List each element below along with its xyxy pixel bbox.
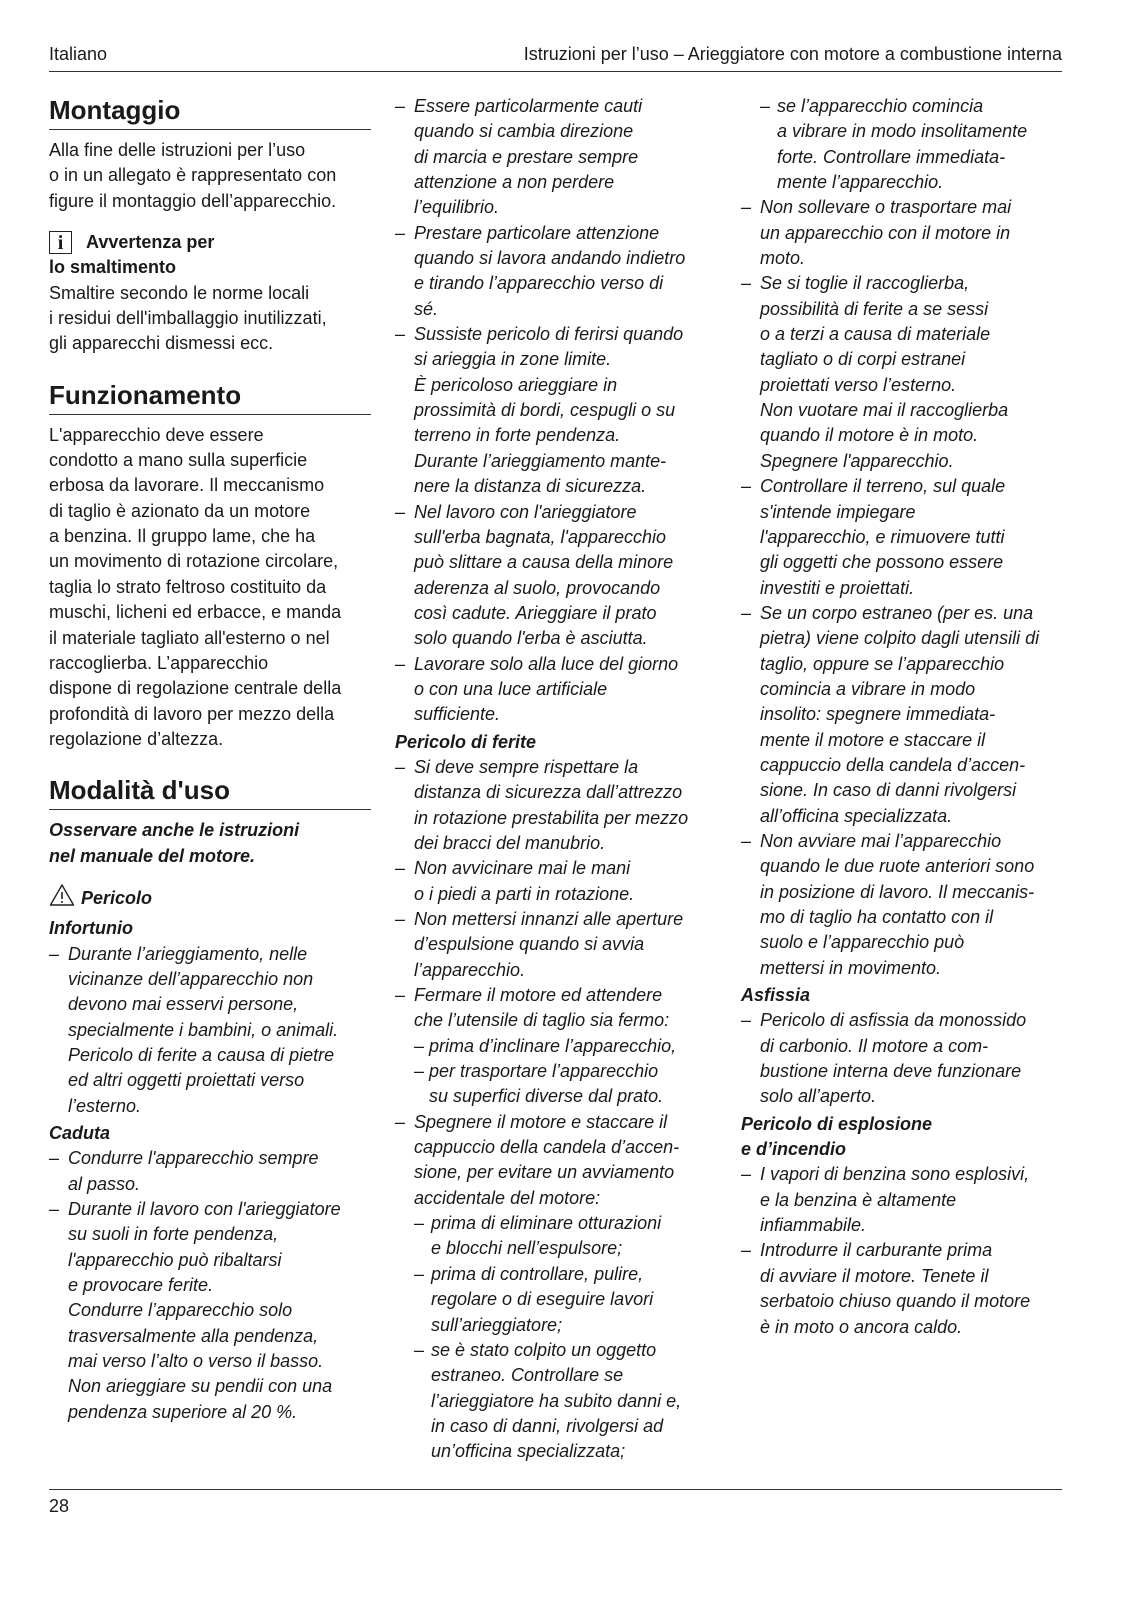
text-line: muschi, licheni ed erbacce, e manda: [49, 602, 342, 623]
text-line: sull’arieggiatore;: [431, 1314, 563, 1335]
text-line: mente l’apparecchio.: [777, 172, 944, 193]
text-line: Non sollevare o trasportare mai: [760, 197, 1012, 218]
list-item: [395, 652, 717, 728]
paragraph: [49, 423, 371, 752]
text-line: quando si lavora andando indietro: [414, 248, 686, 269]
dash-bullet: –: [741, 602, 752, 623]
text-line: aderenza al suolo, provocando: [414, 577, 661, 598]
text-line: insolito: spegnere immediata-: [760, 704, 996, 725]
dash-bullet: –: [414, 1263, 425, 1284]
text-line: proiettati verso l’esterno.: [760, 374, 957, 395]
dash-bullet: –: [395, 858, 406, 879]
text-line: devono mai esservi persone,: [68, 994, 299, 1015]
text-line: accidentale del motore:: [414, 1187, 601, 1208]
list-item: [741, 829, 1063, 981]
info-icon: i: [49, 231, 72, 254]
text-line: a benzina. Il gruppo lame, che ha: [49, 526, 316, 547]
text-line: l’arieggiatore ha subito danni e,: [431, 1390, 682, 1411]
text-line: Osservare anche le istruzioni: [49, 820, 300, 841]
list-item: [395, 1110, 717, 1211]
text-line: prima di eliminare otturazioni: [431, 1213, 662, 1234]
text-line: Controllare il terreno, sul quale: [760, 476, 1006, 497]
text-line: sione. In caso di danni rivolgersi: [760, 780, 1017, 801]
sub-list-item: [395, 1338, 717, 1465]
text-line: Lavorare solo alla luce del giorno: [414, 653, 679, 674]
list-item: [395, 500, 717, 652]
text-line: un’officina specializzata;: [431, 1441, 626, 1462]
text-line: un movimento di rotazione circolare,: [49, 551, 339, 572]
text-line: specialmente i bambini, o animali.: [68, 1019, 339, 1040]
list-item: [49, 1197, 371, 1425]
text-line: mettersi in movimento.: [760, 957, 942, 978]
text-line: a vibrare in modo insolitamente: [777, 121, 1028, 142]
text-line: e la benzina è altamente: [760, 1189, 957, 1210]
text-line: attenzione a non perdere: [414, 172, 615, 193]
dash-bullet: –: [49, 943, 60, 964]
dash-bullet: –: [741, 1164, 752, 1185]
dash-bullet: –: [395, 96, 406, 116]
sub-list-item: [741, 94, 1063, 195]
text-line: Avvertenza per: [86, 232, 215, 253]
text-line: su suoli in forte pendenza,: [68, 1224, 279, 1245]
section-heading: Funzionamento: [49, 379, 371, 415]
text-line: l’esterno.: [68, 1095, 142, 1116]
text-line: mai verso l’alto o verso il basso.: [68, 1351, 324, 1372]
subheading: [395, 730, 717, 755]
dash-bullet: –: [741, 830, 752, 851]
text-line: prossimità di bordi, cespugli o su: [414, 400, 676, 421]
text-line: che l’utensile di taglio sia fermo:: [414, 1010, 670, 1031]
text-line: Pericolo di esplosione: [741, 1113, 933, 1134]
text-line: su superfici diverse dal prato.: [429, 1086, 664, 1107]
text-line: È pericoloso arieggiare in: [414, 374, 618, 395]
text-line: in caso di danni, rivolgersi ad: [431, 1415, 664, 1436]
text-line: ed altri oggetti proiettati verso: [68, 1070, 305, 1091]
subheading: [49, 1121, 371, 1146]
text-line: sé.: [414, 298, 439, 319]
text-line: erbosa da lavorare. Il meccanismo: [49, 475, 325, 496]
text-line: o in un allegato è rappresentato con: [49, 165, 337, 186]
text-line: Condurre l’apparecchio solo: [68, 1300, 293, 1321]
text-line: quando si cambia direzione: [414, 121, 634, 142]
text-line: Non vuotare mai il raccoglierba: [760, 400, 1009, 421]
text-line: di carbonio. Il motore a com-: [760, 1035, 989, 1056]
dash-bullet: –: [741, 476, 752, 497]
text-line: lo smaltimento: [49, 257, 177, 278]
list-item: [741, 1008, 1063, 1109]
dash-bullet: –: [395, 909, 406, 929]
text-line: pendenza superiore al 20 %.: [68, 1401, 298, 1422]
paragraph: [49, 138, 371, 214]
dash-bullet: –: [760, 96, 771, 116]
subheading: [741, 1112, 1063, 1163]
text-line: pietra) viene colpito dagli utensili di: [760, 628, 1040, 649]
text-line: l’apparecchio.: [414, 959, 526, 980]
column-3: [741, 94, 1063, 1340]
text-line: trasversalmente alla pendenza,: [68, 1325, 319, 1346]
text-line: terreno in forte pendenza.: [414, 425, 621, 446]
text-line: d’espulsione quando si avvia: [414, 934, 645, 955]
text-line: Non mettersi innanzi alle aperture: [414, 909, 684, 929]
text-line: regolazione d’altezza.: [49, 728, 224, 749]
dash-bullet: –: [741, 1010, 752, 1031]
text-line: Non avviare mai l’apparecchio: [760, 830, 1002, 851]
dash-bullet: –: [414, 1061, 425, 1082]
text-line: un apparecchio con il motore in: [760, 222, 1011, 243]
column-1: [49, 94, 371, 1425]
text-line: Durante il lavoro con l'arieggiatore: [68, 1199, 341, 1220]
paragraph: [49, 818, 371, 869]
dash-bullet: –: [414, 1339, 425, 1360]
text-line: condotto a mano sulla superficie: [49, 450, 308, 471]
text-line: si arieggia in zone limite.: [414, 349, 612, 370]
text-line: investiti e proiettati.: [760, 577, 915, 598]
danger-notice: [49, 883, 371, 914]
subheading: [49, 916, 371, 941]
text-line: i residui dell'imballaggio inutilizzati,: [49, 308, 327, 329]
dash-bullet: –: [395, 985, 406, 1006]
text-line: di marcia e prestare sempre: [414, 146, 639, 167]
text-line: serbatoio chiuso quando il motore: [760, 1291, 1031, 1312]
dash-bullet: –: [741, 197, 752, 218]
text-line: prima d’inclinare l’apparecchio,: [429, 1035, 677, 1056]
text-line: s'intende impiegare: [760, 501, 916, 522]
text-line: l’equilibrio.: [414, 197, 500, 218]
page-footer: [49, 1489, 1062, 1517]
text-line: possibilità di ferite a se sessi: [760, 298, 989, 319]
page-header: [49, 44, 1062, 72]
text-line: dispone di regolazione centrale della: [49, 678, 342, 699]
text-line: Pericolo di ferite: [395, 731, 537, 752]
text-line: o con una luce artificiale: [414, 678, 608, 699]
text-line: l'apparecchio, e rimuovere tutti: [760, 526, 1005, 547]
text-line: può slittare a causa della minore: [414, 552, 674, 573]
dash-bullet: –: [395, 324, 406, 345]
text-line: di avviare il motore. Tenete il: [760, 1265, 989, 1286]
text-line: cappuccio della candela d’accen-: [760, 754, 1026, 775]
text-line: taglia lo strato feltroso costituito da: [49, 576, 327, 597]
list-item: [741, 1162, 1063, 1238]
list-item: [741, 601, 1063, 829]
dash-bullet: –: [395, 756, 406, 777]
text-line: Condurre l'apparecchio sempre: [68, 1148, 319, 1169]
list-item: [395, 221, 717, 322]
dash-bullet: –: [395, 653, 406, 674]
dash-bullet: –: [49, 1148, 60, 1169]
text-line: sufficiente.: [414, 704, 501, 725]
text-line: Essere particolarmente cauti: [414, 96, 643, 116]
notice-title: [49, 230, 371, 255]
text-line: Fermare il motore ed attendere: [414, 985, 663, 1006]
text-line: Se si toglie il raccoglierba,: [760, 273, 970, 294]
text-line: mo di taglio ha contatto con il: [760, 907, 994, 927]
text-line: taglio, oppure se l’apparecchio: [760, 653, 1005, 674]
list-item: [741, 195, 1063, 271]
text-line: nere la distanza di sicurezza.: [414, 476, 647, 497]
text-line: Spegnere l'apparecchio.: [760, 450, 954, 471]
text-line: Alla fine delle istruzioni per l’uso: [49, 140, 306, 160]
text-line: quando le due ruote anteriori sono: [760, 856, 1035, 877]
text-line: è in moto o ancora caldo.: [760, 1316, 963, 1337]
text-line: distanza di sicurezza dall’attrezzo: [414, 782, 683, 803]
dash-bullet: –: [395, 501, 406, 522]
list-item: [395, 907, 717, 983]
list-item: [395, 94, 717, 221]
text-line: I vapori di benzina sono esplosivi,: [760, 1164, 1030, 1185]
dash-bullet: –: [741, 273, 752, 294]
text-line: Spegnere il motore e staccare il: [414, 1111, 668, 1132]
text-line: estraneo. Controllare se: [431, 1365, 624, 1386]
text-line: solo quando l'erba è asciutta.: [414, 628, 648, 649]
text-line: e d’incendio: [741, 1139, 847, 1160]
text-line: suolo e l’apparecchio può: [760, 932, 965, 953]
text-line: Caduta: [49, 1123, 111, 1143]
text-line: Si deve sempre rispettare la: [414, 756, 639, 777]
text-line: e tirando l’apparecchio verso di: [414, 273, 664, 294]
dash-bullet: –: [395, 222, 406, 243]
sub-list-item: [395, 1059, 717, 1110]
text-line: raccoglierba. L’apparecchio: [49, 652, 269, 673]
text-line: infiammabile.: [760, 1215, 867, 1236]
text-line: Infortunio: [49, 918, 133, 939]
text-line: L'apparecchio deve essere: [49, 424, 264, 445]
paragraph: [49, 281, 371, 357]
text-line: al passo.: [68, 1173, 141, 1194]
text-line: quando il motore è in moto.: [760, 425, 979, 446]
text-line: prima di controllare, pulire,: [431, 1263, 644, 1284]
list-item: [741, 1238, 1063, 1339]
dash-bullet: –: [414, 1035, 425, 1056]
text-line: Durante l’arieggiamento, nelle: [68, 943, 308, 964]
text-line: vicinanze dell’apparecchio non: [68, 968, 314, 989]
text-line: all’officina specializzata.: [760, 805, 953, 826]
list-item: [395, 755, 717, 856]
text-line: Introdurre il carburante prima: [760, 1240, 993, 1261]
text-line: o i piedi a parti in rotazione.: [414, 883, 635, 904]
dash-bullet: –: [414, 1213, 425, 1234]
text-line: e provocare ferite.: [68, 1275, 214, 1296]
warning-icon: [49, 883, 81, 914]
text-line: Smaltire secondo le norme locali: [49, 282, 310, 303]
text-line: tagliato o di corpi estranei: [760, 349, 966, 370]
text-line: comincia a vibrare in modo: [760, 678, 976, 699]
text-line: se l’apparecchio comincia: [777, 96, 984, 116]
text-line: Nel lavoro con l'arieggiatore: [414, 501, 637, 522]
text-line: l'apparecchio può ribaltarsi: [68, 1249, 282, 1270]
text-line: regolare o di eseguire lavori: [431, 1289, 654, 1310]
sub-list-item: [395, 1262, 717, 1338]
text-line: solo all’aperto.: [760, 1086, 877, 1107]
text-line: Se un corpo estraneo (per es. una: [760, 602, 1034, 623]
list-item: [49, 1146, 371, 1197]
notice-disposal: [49, 230, 371, 281]
subheading: [741, 983, 1063, 1008]
text-line: gli oggetti che possono essere: [760, 552, 1004, 573]
dash-bullet: –: [395, 1111, 406, 1132]
section-heading: Modalità d'uso: [49, 774, 371, 810]
text-line: o a terzi a causa di materiale: [760, 324, 991, 345]
column-2: [395, 94, 717, 1465]
text-line: sione, per evitare un avviamento: [414, 1162, 675, 1183]
list-item: [395, 322, 717, 499]
text-line: Sussiste pericolo di ferirsi quando: [414, 324, 684, 345]
text-line: moto.: [760, 248, 806, 269]
text-line: se è stato colpito un oggetto: [431, 1339, 657, 1360]
list-item: [395, 856, 717, 907]
page-number: 28: [49, 1496, 70, 1516]
text-line: dei bracci del manubrio.: [414, 832, 606, 853]
text-line: di taglio è azionato da un motore: [49, 500, 311, 521]
text-line: nel manuale del motore.: [49, 845, 256, 866]
list-item: [395, 983, 717, 1034]
text-line: in rotazione prestabilita per mezzo: [414, 807, 689, 828]
text-line: Pericolo di asfissia da monossido: [760, 1010, 1027, 1031]
text-line: gli apparecchi dismessi ecc.: [49, 333, 274, 354]
text-line: Asfissia: [741, 985, 811, 1006]
text-line: sull'erba bagnata, l'apparecchio: [414, 526, 667, 547]
dash-bullet: –: [741, 1240, 752, 1261]
text-line: Prestare particolare attenzione: [414, 222, 660, 243]
text-line: profondità di lavoro per mezzo della: [49, 703, 335, 724]
text-line: figure il montaggio dell’apparecchio.: [49, 190, 337, 211]
text-line: bustione interna deve funzionare: [760, 1061, 1022, 1082]
list-item: [741, 271, 1063, 474]
text-line: e blocchi nell’espulsore;: [431, 1238, 623, 1259]
danger-label: Pericolo: [81, 887, 153, 908]
text-line: Durante l’arieggiamento mante-: [414, 450, 667, 471]
sub-list-item: [395, 1034, 717, 1059]
header-title: Istruzioni per l’uso – Arieggiatore con motore a combustione interna: [523, 44, 1062, 64]
list-item: [741, 474, 1063, 601]
text-line: per trasportare l’apparecchio: [429, 1061, 659, 1082]
text-line: mente il motore e staccare il: [760, 729, 986, 750]
text-line: Non avvicinare mai le mani: [414, 858, 631, 879]
header-language: Italiano: [49, 44, 108, 64]
text-line: cappuccio della candela d’accen-: [414, 1137, 680, 1158]
sub-list-item: [395, 1211, 717, 1262]
text-line: forte. Controllare immediata-: [777, 146, 1006, 167]
text-line: Pericolo di ferite a causa di pietre: [68, 1044, 335, 1065]
text-line: Non arieggiare su pendii con una: [68, 1376, 333, 1397]
dash-bullet: –: [49, 1199, 60, 1220]
text-line: in posizione di lavoro. Il meccanis-: [760, 881, 1035, 902]
list-item: [49, 942, 371, 1119]
text-line: il materiale tagliato all'esterno o nel: [49, 627, 330, 648]
section-heading: Montaggio: [49, 94, 371, 130]
text-line: così cadute. Arieggiare il prato: [414, 602, 657, 623]
